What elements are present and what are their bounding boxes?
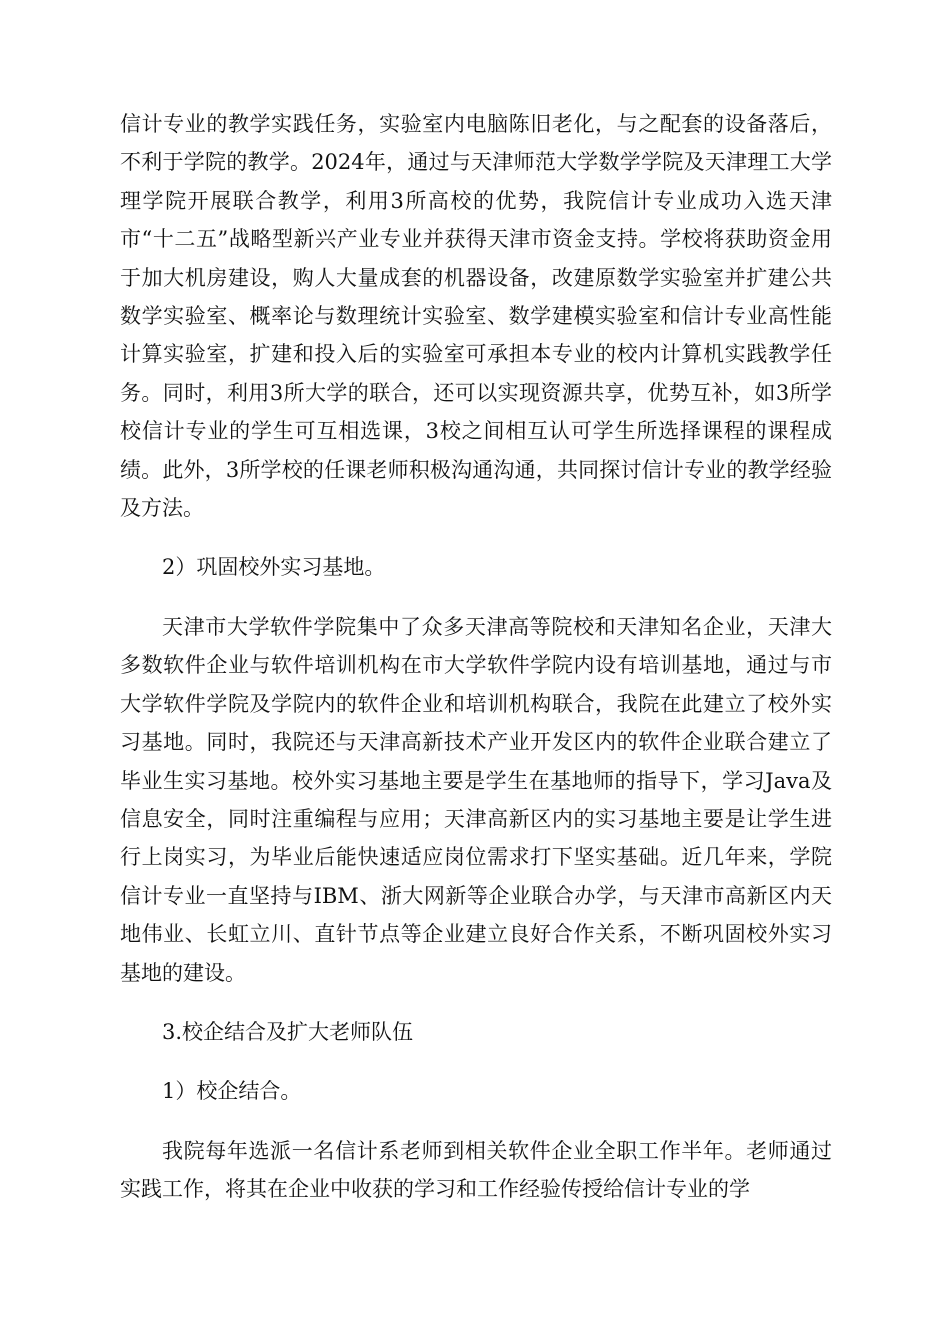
document-page xyxy=(120,105,832,1209)
paragraph-teacher-dispatch: 我院每年选派一名信计系老师到相关软件企业全职工作半年。老师通过实践工作，将其在企业中收获的学习和工作经验传授给信计专业的学 xyxy=(120,1138,832,1202)
paragraph-off-campus-base: 天津市大学软件学院集中了众多天津高等院校和天津知名企业，天津大多数软件企业与软件培训机构在市大学软件学院内设有培训基地，通过与市大学软件学院及学院内的软件企业和培训机构联合，我院在此建立了校外实习基地。同时，我院还与天津高新技术产业开发区内的软件企业联合建立了毕业生实习基地。校外实习基地主要是学生在基地师的指导下，学习Java及信息安全，同时注重编程与应用；天津高新区内的实习基地主要是让学生进行上岗实习，为毕业后能快速适应岗位需求打下坚实基础。近几年来，学院信计专业一直坚持与IBM、浙大网新等企业联合办学，与天津市高新区内天地伟业、长虹立川、直针节点等企业建立良好合作关系，不断巩固校外实习基地的建设。 xyxy=(120,614,832,985)
heading-off-campus-base: 2）巩固校外实习基地。 xyxy=(162,555,386,580)
paragraph-lab-construction: 信计专业的教学实践任务，实验室内电脑陈旧老化，与之配套的设备落后，不利于学院的教学。2024年，通过与天津师范大学数学学院及天津理工大学理学院开展联合教学，利用3所高校的优势，我院信计专业成功入选天津市“十二五”战略型新兴产业专业并获得天津市资金支持。学校将获助资金用于加大机房建设，购人大量成套的机器设备，改建原数学实验室并扩建公共数学实验室、概率论与数理统计实验室、数学建模实验室和信计专业高性能计算实验室，扩建和投入后的实验室可承担本专业的校内计算机实践教学任务。同时，利用3所大学的联合，还可以实现资源共享，优势互补，如3所学校信计专业的学生可互相选课，3校之间相互认可学生所选择课程的课程成绩。此外，3所学校的任课老师积极沟通沟通，共同探讨信计专业的教学经验及方法。 xyxy=(120,112,832,521)
section-heading-school-enterprise: 3.校企结合及扩大老师队伍 xyxy=(162,1019,414,1044)
heading-school-enterprise: 1）校企结合。 xyxy=(162,1079,302,1104)
